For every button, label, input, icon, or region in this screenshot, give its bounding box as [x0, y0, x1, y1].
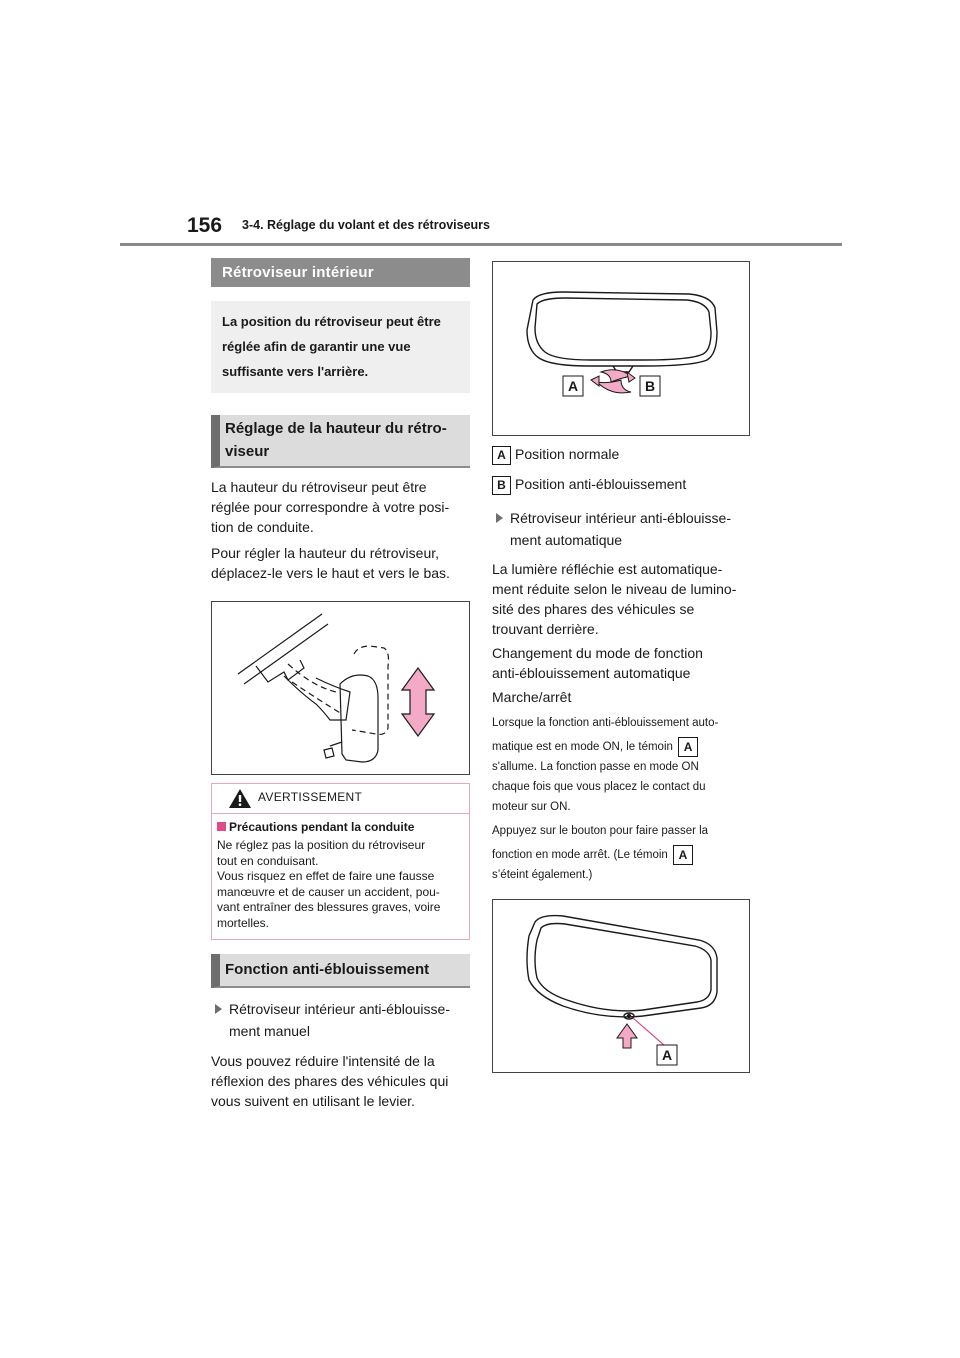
auto-paragraph-3: Marche/arrêt — [492, 688, 572, 705]
legend-a-text: Position normale — [515, 446, 620, 462]
auto-paragraph-1 — [492, 559, 754, 639]
manual-paragraph — [211, 1051, 470, 1111]
text-line: Rétroviseur intérieur anti-éblouisse- — [229, 1001, 450, 1017]
rotate-arrows-icon — [591, 370, 635, 393]
text-line: réglée pour correspondre à votre posi- — [211, 499, 450, 515]
warning-header — [212, 784, 469, 814]
auto-mirror-illustration — [493, 900, 749, 1072]
antiglare-heading: Fonction anti-éblouissement — [211, 954, 470, 988]
auto-note — [492, 713, 754, 885]
section-title: 3-4. Réglage du volant et des rétroviseurs — [242, 218, 490, 232]
legend-b-letter: B — [492, 476, 511, 495]
text-line: tion de conduite. — [211, 519, 314, 535]
text-line: Vous pouvez réduire l'intensité de la — [211, 1053, 435, 1069]
manual-mirror-illustration — [493, 262, 749, 435]
text-line: La hauteur du rétroviseur peut être — [211, 479, 427, 495]
text-line: ment automatique — [510, 531, 623, 548]
manual-bullet — [211, 998, 470, 1042]
intro-box: La position du rétroviseur peut être réglée afin de garantir une vue suffisante vers l'arrière. — [211, 301, 470, 393]
fig1-label-a: A — [567, 378, 579, 394]
legend-a-letter: A — [492, 446, 511, 465]
warning-box — [211, 783, 470, 940]
legend-b — [492, 474, 754, 495]
header-rule — [120, 243, 842, 246]
text-line: vous suivent en utilisant le levier. — [211, 1093, 415, 1109]
text-line: vant entraîner des blessures graves, voire — [217, 900, 441, 914]
text-line-with-indicator — [492, 845, 754, 865]
text-line: chaque fois que vous placez le contact du — [492, 780, 706, 793]
text-line: s’éteint également.) — [492, 868, 593, 881]
auto-mirror-figure — [492, 899, 750, 1073]
fig1-label-b: B — [644, 378, 656, 394]
height-paragraph-2 — [211, 543, 470, 583]
auto-paragraph-2 — [492, 643, 754, 683]
text-line: moteur sur ON. — [492, 800, 571, 813]
text-line-with-indicator — [492, 737, 754, 757]
text-line: La lumière réfléchie est automatique- — [492, 560, 723, 577]
right-column — [492, 258, 754, 1073]
text-line: Changement du mode de fonction — [492, 644, 703, 661]
text-line: Ne réglez pas la position du rétroviseur — [217, 838, 426, 852]
height-heading-line: Réglage de la hauteur du rétro- — [225, 420, 447, 437]
text-line: mortelles. — [217, 915, 270, 930]
warning-subtitle — [217, 818, 463, 836]
warning-subtitle-text: Précautions pendant la conduite — [229, 820, 415, 834]
text-line: Appuyez sur le bouton pour faire passer la — [492, 824, 709, 837]
up-down-arrow-icon — [402, 668, 434, 736]
text-line: anti-éblouissement automatique — [492, 664, 691, 681]
warning-body — [212, 814, 469, 939]
text-line: Rétroviseur intérieur anti-éblouisse- — [510, 509, 731, 526]
callout-line — [633, 1018, 665, 1046]
height-heading — [211, 415, 470, 468]
page-number: 156 — [187, 214, 223, 237]
text-line: ment manuel — [229, 1023, 310, 1039]
text-line: ment réduite selon le niveau de lumino- — [492, 580, 737, 597]
warning-title: AVERTISSEMENT — [258, 790, 363, 804]
fig2-label-a: A — [661, 1046, 673, 1063]
left-column — [211, 258, 470, 1111]
text-line: trouvant derrière. — [492, 620, 599, 637]
text-line: Vous risquez en effet de faire une fausse — [217, 869, 435, 883]
manual-mirror-figure — [492, 261, 750, 436]
indicator-a-box: A — [678, 737, 698, 757]
text-line: fonction en mode arrêt. (Le témoin — [492, 848, 668, 861]
legend-a — [492, 444, 754, 465]
text-line: manœuvre et de causer un accident, pou- — [217, 884, 440, 899]
indicator-a-box: A — [673, 845, 693, 865]
bullet-triangle-icon — [215, 1004, 222, 1014]
text-line: tout en conduisant. — [217, 853, 319, 868]
pink-square-icon — [217, 822, 226, 831]
text-line: s'allume. La fonction passe en mode ON — [492, 760, 699, 773]
text-line: réflexion des phares des véhicules qui — [211, 1073, 449, 1089]
warning-text — [217, 838, 463, 931]
legend-b-text: Position anti-éblouissement — [515, 475, 687, 492]
text-line: matique est en mode ON, le témoin — [492, 740, 673, 753]
text-line: Pour régler la hauteur du rétroviseur, — [211, 545, 440, 561]
auto-bullet — [492, 507, 754, 551]
text-line: sité des phares des véhicules se — [492, 600, 695, 617]
warning-triangle-icon — [228, 788, 252, 809]
pointer-arrow-icon — [617, 1024, 637, 1048]
height-adjust-figure — [211, 601, 470, 775]
text-line: Lorsque la fonction anti-éblouissement auto- — [492, 716, 719, 729]
text-line: déplacez-le vers le haut et vers le bas. — [211, 565, 450, 581]
mirror-height-illustration — [212, 602, 469, 774]
bullet-triangle-icon — [496, 513, 503, 523]
height-paragraph-1 — [211, 477, 470, 537]
main-heading: Rétroviseur intérieur — [211, 258, 470, 287]
height-heading-line: viseur — [225, 443, 270, 460]
